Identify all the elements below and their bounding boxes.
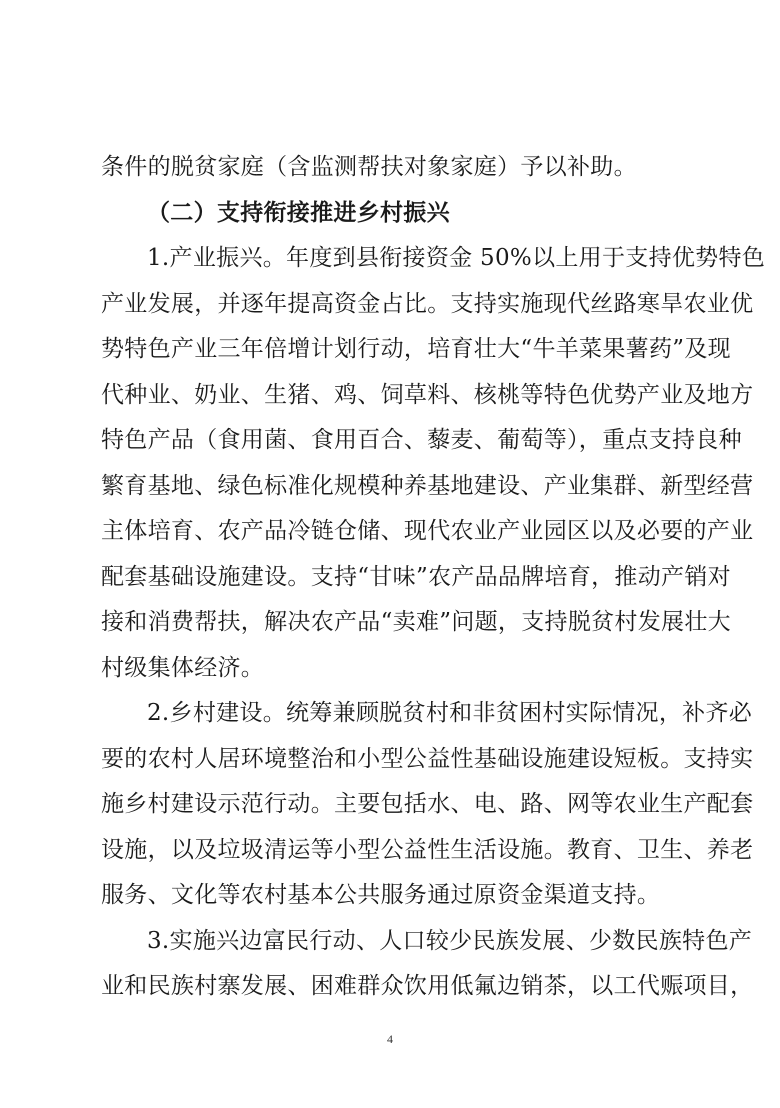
text-line: 业和民族村寨发展、困难群众饮用低氟边销茶，以工代赈项目， (101, 973, 754, 999)
text-line: 要的农村人居环境整治和小型公益性基础设施建设短板。支持实 (101, 745, 754, 772)
text-line: 村级集体经济。 (101, 654, 265, 681)
text-line: 代种业、奶业、生猪、鸡、饲草料、核桃等特色优势产业及地方 (101, 381, 754, 408)
body-text (101, 145, 766, 1010)
text-line: 接和消费帮扶，解决农产品“卖难”问题，支持脱贫村发展壮大 (101, 609, 731, 635)
text-line: 2.乡村建设。统筹兼顾脱贫村和非贫困村实际情况，补齐必 (147, 700, 753, 726)
text-line: 1.产业振兴。年度到县衔接资金 50%以上用于支持优势特色 (147, 245, 766, 271)
section-heading: （二）支持衔接推进乡村振兴 (147, 199, 450, 226)
text-line: 配套基础设施建设。支持“甘味”农产品品牌培育，推动产销对 (101, 563, 731, 590)
text-line: 繁育基地、绿色标准化规模种养基地建设、产业集群、新型经营 (101, 472, 754, 499)
page-number: 4 (387, 1032, 393, 1046)
text-line: 特色产品（食用菌、食用百合、藜麦、葡萄等），重点支持良种 (101, 427, 742, 453)
text-line: 势特色产业三年倍增计划行动，培育壮大“牛羊菜果薯药”及现 (101, 336, 731, 362)
text-line: 服务、文化等农村基本公共服务通过原资金渠道支持。 (101, 882, 661, 908)
text-line: 设施，以及垃圾清运等小型公益性生活设施。教育、卫生、养老 (101, 836, 754, 863)
text-line: 施乡村建设示范行动。主要包括水、电、路、网等农业生产配套 (101, 791, 754, 817)
text-line: 产业发展，并逐年提高资金占比。支持实施现代丝路寒旱农业优 (101, 290, 754, 317)
text-line: 3.实施兴边富民行动、人口较少民族发展、少数民族特色产 (147, 927, 753, 954)
text-line: 条件的脱贫家庭（含监测帮扶对象家庭）予以补助。 (101, 154, 637, 180)
text-line: 主体培育、农产品冷链仓储、现代农业产业园区以及必要的产业 (101, 518, 754, 544)
